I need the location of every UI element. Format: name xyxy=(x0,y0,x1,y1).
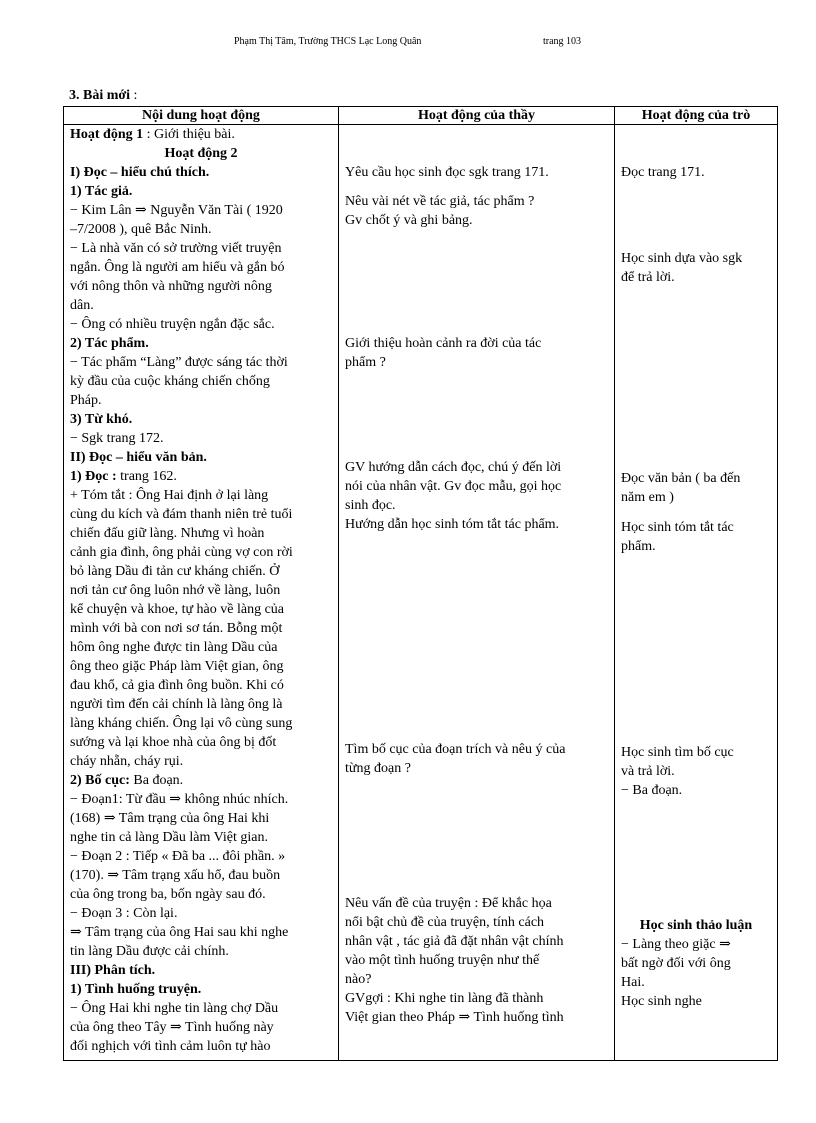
student-line-10: − Ba đoạn. xyxy=(621,783,683,798)
summary-line-14: sướng và lại khoe nhà của ông bị đốt xyxy=(70,735,277,750)
structure-line-1: − Đoạn1: Từ đầu ⇒ không nhúc nhích. xyxy=(70,792,289,807)
column-header-student: Hoạt động của trò xyxy=(615,107,778,125)
student-line-12: − Làng theo giặc ⇒ xyxy=(621,937,731,952)
summary-line-2: cùng du kích và đám thanh niên trẻ tuổi xyxy=(70,507,293,522)
teacher-spacer xyxy=(345,372,608,458)
student-line-15: Học sinh nghe xyxy=(621,994,702,1009)
author-line-6: dân. xyxy=(70,298,94,313)
author-line-1: − Kim Lân ⇒ Nguyễn Văn Tài ( 1920 xyxy=(70,203,283,218)
table-header-row xyxy=(64,107,778,125)
summary-line-11: đau khổ, cả gia đình ông buồn. Khi có xyxy=(70,678,284,693)
teacher-spacer xyxy=(345,534,608,740)
section-title-text: 3. Bài mới xyxy=(69,88,131,103)
activity-2-heading: Hoạt động 2 xyxy=(164,146,238,161)
situation-line-1: − Ông Hai khi nghe tin làng chợ Dầu xyxy=(70,1001,279,1016)
author-line-2: –7/2008 ), quê Bắc Ninh. xyxy=(70,222,212,237)
situation-line-3: đối nghịch với tình cảm luôn tự hào xyxy=(70,1039,271,1054)
summary-line-6: nơi tản cư ông luôn nhớ về làng, luôn xyxy=(70,583,281,598)
student-discussion-heading: Học sinh thảo luận xyxy=(639,918,753,933)
structure-line-2: (168) ⇒ Tâm trạng của ông Hai khi xyxy=(70,811,270,826)
structure-label: 2) Bố cục: xyxy=(70,773,130,788)
summary-line-1: + Tóm tắt : Ông Hai định ở lại làng xyxy=(70,488,269,503)
author-heading: 1) Tác giả. xyxy=(70,184,133,199)
teacher-line-11: từng đoạn ? xyxy=(345,761,411,776)
activity-1-line xyxy=(70,125,332,144)
student-spacer xyxy=(621,556,771,743)
activity-1-text: : Giới thiệu bài. xyxy=(143,127,235,142)
activity-1-label: Hoạt động 1 xyxy=(70,127,144,142)
summary-line-5: bỏ làng Dầu đi tản cư kháng chiến. Ở xyxy=(70,564,280,579)
student-spacer xyxy=(621,800,771,916)
teacher-line-15: vào một tình huống truyện như thế xyxy=(345,953,540,968)
summary-line-9: hôm ông nghe được tin làng Dầu của xyxy=(70,640,278,655)
structure-line-6: của ông trong ba, bốn ngày sau đó. xyxy=(70,887,266,902)
structure-line-9: tin làng Dầu được cải chính. xyxy=(70,944,229,959)
structure-line-4: − Đoạn 2 : Tiếp « Đã ba ... đôi phần. » xyxy=(70,849,286,864)
summary-line-3: chiến đấu giữ làng. Nhưng vì hoàn xyxy=(70,526,265,541)
work-line-1: − Tác phẩm “Làng” được sáng tác thời xyxy=(70,355,288,370)
content-column xyxy=(64,125,339,1061)
structure-line xyxy=(70,771,332,790)
structure-line-8: ⇒ Tâm trạng của ông Hai sau khi nghe xyxy=(70,925,289,940)
lesson-table xyxy=(63,106,778,1061)
vocab-line-1: − Sgk trang 172. xyxy=(70,431,164,446)
teacher-line-9: Hướng dẫn học sinh tóm tắt tác phẩm. xyxy=(345,517,560,532)
teacher-line-5: phẩm ? xyxy=(345,355,386,370)
column-header-teacher: Hoạt động của thầy xyxy=(339,107,615,125)
teacher-line-10: Tìm bố cục của đoạn trích và nêu ý của xyxy=(345,742,566,757)
student-spacer xyxy=(621,287,771,469)
summary-line-4: cảnh gia đình, ông phải cùng vợ con rời xyxy=(70,545,293,560)
structure-text: Ba đoạn. xyxy=(129,773,184,788)
teacher-spacer xyxy=(345,778,608,894)
table-body-row xyxy=(64,125,778,1061)
student-spacer xyxy=(621,182,771,249)
summary-line-12: người tìm đến cải chính là làng ông là xyxy=(70,697,283,712)
situation-line-2: của ông theo Tây ⇒ Tình huống này xyxy=(70,1020,274,1035)
teacher-line-14: nhân vật , tác giả đã đặt nhân vật chính xyxy=(345,934,564,949)
teacher-column xyxy=(339,125,615,1061)
student-line-9: và trả lời. xyxy=(621,764,675,779)
teacher-line-2: Nêu vài nét về tác giả, tác phẩm ? xyxy=(345,194,535,209)
summary-line-13: làng kháng chiến. Ông lại vô cùng sung xyxy=(70,716,293,731)
author-line-5: với nông thôn và những người nông xyxy=(70,279,272,294)
student-line-14: Hai. xyxy=(621,975,645,990)
header-author-school: Phạm Thị Tâm, Trường THCS Lạc Long Quân xyxy=(234,36,422,47)
student-line-6: Học sinh tóm tắt tác xyxy=(621,520,734,535)
header-page-number: trang 103 xyxy=(543,36,582,47)
vocab-heading: 3) Từ khó. xyxy=(70,412,133,427)
teacher-spacer xyxy=(345,125,608,163)
section-title-suffix: : xyxy=(130,88,138,103)
author-line-4: ngắn. Ông là người am hiểu và gắn bó xyxy=(70,260,285,275)
summary-line-8: mình với bà con nơi sơ tán. Bỗng một xyxy=(70,621,283,636)
part-3-heading: III) Phân tích. xyxy=(70,963,156,978)
student-line-5: năm em ) xyxy=(621,490,674,505)
structure-line-5: (170). ⇒ Tâm trạng xấu hổ, đau buồn xyxy=(70,868,281,883)
teacher-line-18: Việt gian theo Pháp ⇒ Tình huống tình xyxy=(345,1010,564,1025)
author-line-3: − Là nhà văn có sở trường viết truyện xyxy=(70,241,282,256)
reading-line xyxy=(70,467,332,486)
summary-line-15: cháy nhẵn, cháy rụi. xyxy=(70,754,184,769)
teacher-line-16: nào? xyxy=(345,972,372,987)
teacher-line-3: Gv chốt ý và ghi bảng. xyxy=(345,213,473,228)
teacher-line-8: sinh đọc. xyxy=(345,498,396,513)
column-header-content: Nội dung hoạt động xyxy=(64,107,339,125)
summary-line-10: ông theo giặc Pháp làm Việt gian, ông xyxy=(70,659,284,674)
teacher-line-13: nổi bật chủ đề của truyện, tính cách xyxy=(345,915,545,930)
student-line-3: để trả lời. xyxy=(621,270,675,285)
part-2-heading: II) Đọc – hiểu văn bản. xyxy=(70,450,207,465)
author-line-7: − Ông có nhiều truyện ngắn đặc sắc. xyxy=(70,317,275,332)
situation-heading: 1) Tình huống truyện. xyxy=(70,982,202,997)
student-column xyxy=(615,125,778,1061)
student-line-4: Đọc văn bản ( ba đến xyxy=(621,471,741,486)
structure-line-3: nghe tin cả làng Dầu làm Việt gian. xyxy=(70,830,268,845)
work-heading: 2) Tác phẩm. xyxy=(70,336,149,351)
work-line-3: Pháp. xyxy=(70,393,102,408)
teacher-spacer xyxy=(345,230,608,334)
student-line-13: bất ngờ đối với ông xyxy=(621,956,731,971)
student-line-2: Học sinh dựa vào sgk xyxy=(621,251,743,266)
part-1-heading: I) Đọc – hiểu chú thích. xyxy=(70,165,210,180)
teacher-line-6: GV hướng dẫn cách đọc, chú ý đến lời xyxy=(345,460,562,475)
teacher-spacer xyxy=(345,182,608,192)
student-line-1: Đọc trang 171. xyxy=(621,165,705,180)
student-spacer xyxy=(621,125,771,163)
teacher-line-1: Yêu cầu học sinh đọc sgk trang 171. xyxy=(345,165,549,180)
work-line-2: kỳ đầu của cuộc kháng chiến chống xyxy=(70,374,270,389)
teacher-line-4: Giới thiệu hoàn cảnh ra đời của tác xyxy=(345,336,542,351)
student-line-7: phẩm. xyxy=(621,539,656,554)
teacher-line-17: GVgợi : Khi nghe tin làng đã thành xyxy=(345,991,544,1006)
teacher-line-12: Nêu vấn đề của truyện : Để khắc họa xyxy=(345,896,552,911)
reading-label: 1) Đọc : xyxy=(70,469,117,484)
structure-line-7: − Đoạn 3 : Còn lại. xyxy=(70,906,178,921)
student-line-8: Học sinh tìm bố cục xyxy=(621,745,734,760)
summary-line-7: kể chuyện và khoe, tự hào về làng của xyxy=(70,602,285,617)
section-title xyxy=(69,88,137,104)
student-spacer xyxy=(621,507,771,518)
reading-text: trang 162. xyxy=(116,469,177,484)
teacher-line-7: nói của nhân vật. Gv đọc mẫu, gọi học xyxy=(345,479,562,494)
